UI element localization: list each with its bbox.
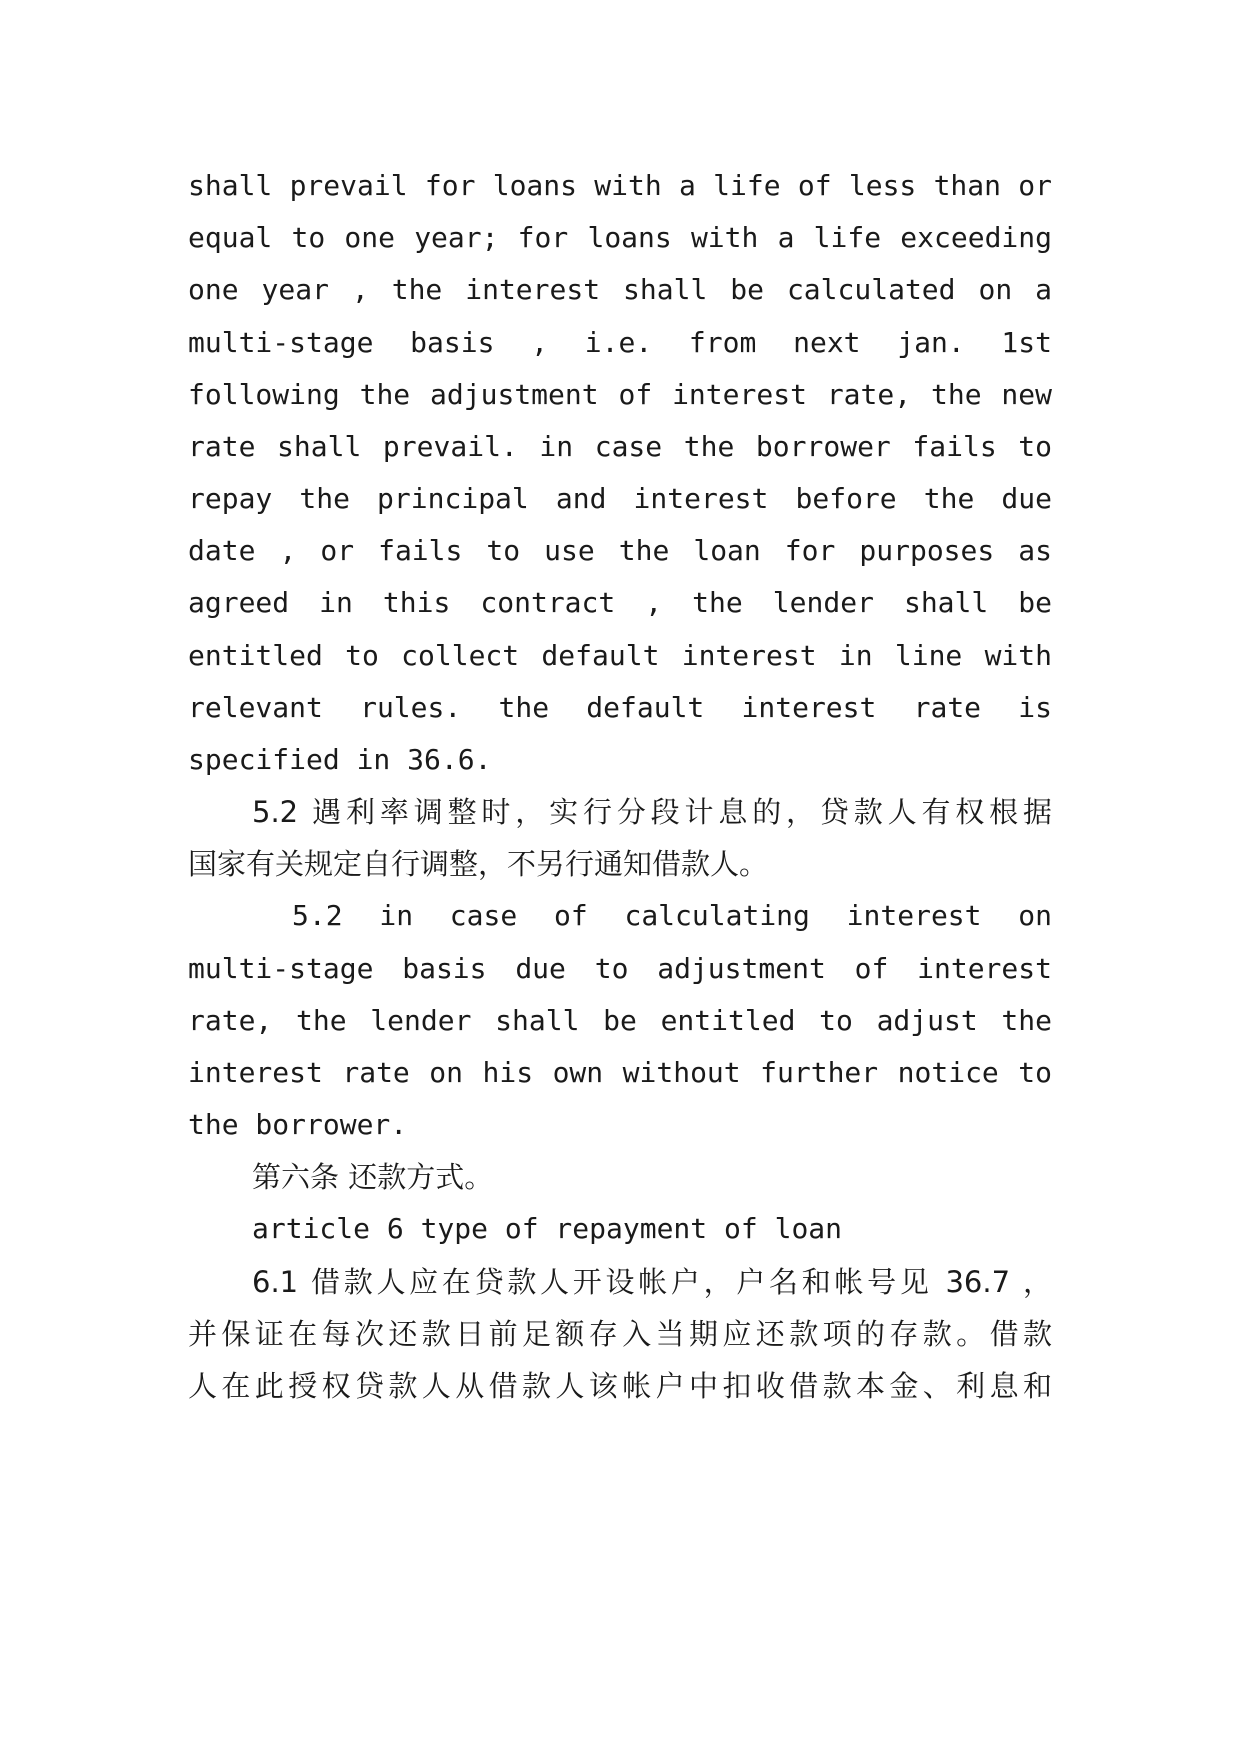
- text-line: agreed in this contract , the lender shall be: [188, 586, 1052, 619]
- text-line: one year , the interest shall be calculated on a: [188, 273, 1052, 306]
- text-line: relevant rules. the default interest rate is: [188, 691, 1052, 724]
- clause-5-2-en-line: the borrower.: [188, 1108, 408, 1141]
- text-line: rate shall prevail. in case the borrower fails to: [188, 430, 1052, 463]
- clause-5-2-en-line: interest rate on his own without further notice to: [188, 1056, 1052, 1089]
- text-line: entitled to collect default interest in line with: [188, 639, 1052, 672]
- clause-6-1-zh-line: 人在此授权贷款人从借款人该帐户中扣收借款本金、利息和: [188, 1369, 1052, 1403]
- article-6-heading-en: article 6 type of repayment of loan: [252, 1212, 843, 1245]
- text-line: shall prevail for loans with a life of less than or: [188, 169, 1052, 202]
- article-6-heading-zh: 第六条 还款方式。: [252, 1160, 494, 1194]
- text-line: equal to one year; for loans with a life exceeding: [188, 221, 1052, 254]
- clause-5-2-en-line: 5.2 in case of calculating interest on: [292, 899, 1052, 932]
- clause-6-1-zh-line: 6.1 借款人应在贷款人开设帐户，户名和帐号见 36.7 ，: [252, 1265, 1052, 1299]
- text-line: date , or fails to use the loan for purposes as: [188, 534, 1052, 567]
- text-line: multi-stage basis , i.e. from next jan. 1st: [188, 326, 1052, 359]
- clause-6-1-zh-line: 并保证在每次还款日前足额存入当期应还款项的存款。借款: [188, 1317, 1052, 1351]
- clause-5-2-en-line: multi-stage basis due to adjustment of interest: [188, 952, 1052, 985]
- text-line: repay the principal and interest before the due: [188, 482, 1052, 515]
- clause-5-2-en-line: rate, the lender shall be entitled to adjust the: [188, 1004, 1052, 1037]
- clause-5-2-zh-line: 5.2 遇利率调整时，实行分段计息的，贷款人有权根据: [252, 795, 1052, 829]
- text-line: following the adjustment of interest rate, the new: [188, 378, 1052, 411]
- text-line: specified in 36.6.: [188, 743, 492, 776]
- clause-5-2-zh-line: 国家有关规定自行调整，不另行通知借款人。: [188, 847, 769, 881]
